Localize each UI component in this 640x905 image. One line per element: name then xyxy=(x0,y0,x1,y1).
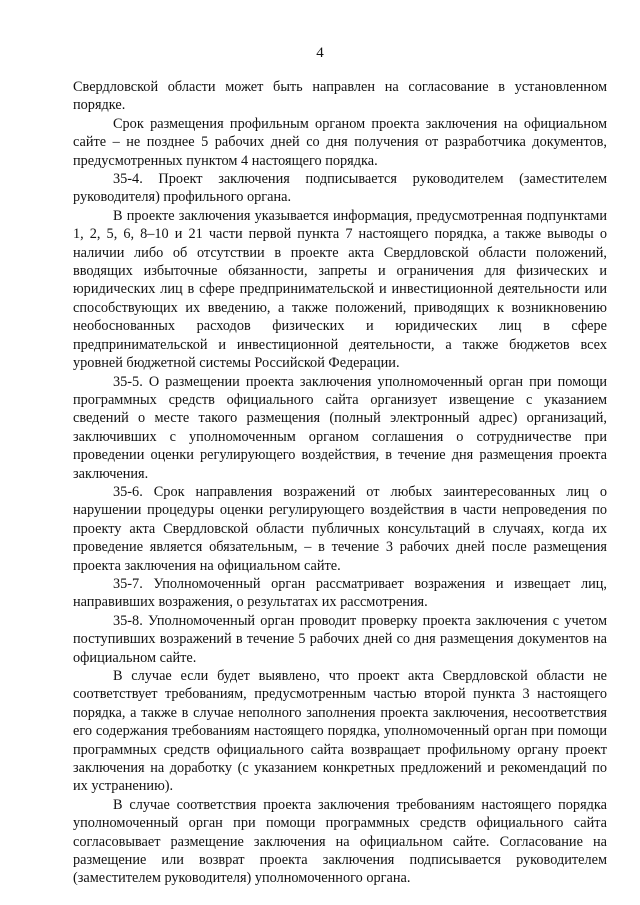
paragraph-conclusion-content: В проекте заключения указывается информация, предусмотренная подпунктами 1, 2, 5, 6, 8–10 и 21 части первой пункта 7 настоящего порядка, а также выводы о наличии либо об отсутствии в проекте акта Свердловской области положений, вводящих избыточные обязанности, запреты и ограничения для физических и юридических лиц в сфере предпринимательской и инвестиционной деятельности или способствующих их введению, а также положений, приводящих к возникновению необоснованных расходов физических и юридических лиц в сфере предпринимательской и инвестиционной деятельности, а также бюджетов всех уровней бюджетной системы Российской Федерации. xyxy=(73,207,607,372)
paragraph-nonconformity: В случае если будет выявлено, что проект акта Свердловской области не соответствует требованиям, предусмотренным частью второй пункта 3 настоящего порядка, а также в случае неполного заполнения проекта заключения, несоответствия его содержания требованиям настоящего порядка, уполномоченный орган при помощи программных средств официального сайта возвращает профильному органу проект заключения на доработку (с указанием конкретных предложений и рекомендаций по их устранению). xyxy=(73,668,607,795)
paragraph-35-5: 35-5. О размещении проекта заключения уполномоченный орган при помощи программных средств официального сайта организует извещение с указанием сведений о месте такого размещения (полный электронный адрес) организаций, заключивших с уполномоченным органом соглашения о сотрудничестве при проведении оценки регулирующего воздействия, в течение дня размещения проекта заключения. xyxy=(73,373,607,482)
paragraph-deadline: Срок размещения профильным органом проекта заключения на официальном сайте – не позднее 5 рабочих дней со дня получения от разработчика документов, предусмотренных пунктом 4 настоящего порядка. xyxy=(73,115,607,169)
paragraph-continuation: Свердловской области может быть направлен на согласование в установленном порядке. xyxy=(73,79,607,114)
page-number: 4 xyxy=(316,45,324,61)
document-body xyxy=(73,78,607,888)
paragraph-35-6: 35-6. Срок направления возражений от любых заинтересованных лиц о нарушении процедуры оценки регулирующего воздействия в части непроведения по проекту акта Свердловской области публичных консультаций в случаях, когда их проведение является обязательным, – в течение 3 рабочих дней после размещения проекта заключения на официальном сайте. xyxy=(73,483,607,574)
paragraph-35-8: 35-8. Уполномоченный орган проводит проверку проекта заключения с учетом поступивших возражений в течение 5 рабочих дней со дня размещения документов на официальном сайте. xyxy=(73,612,607,666)
paragraph-35-7: 35-7. Уполномоченный орган рассматривает возражения и извещает лиц, направивших возражения, о результатах их рассмотрения. xyxy=(73,575,607,611)
paragraph-35-4: 35-4. Проект заключения подписывается руководителем (заместителем руководителя) профильного органа. xyxy=(73,171,607,206)
paragraph-conformity: В случае соответствия проекта заключения требованиям настоящего порядка уполномоченный орган при помощи программных средств официального сайта согласовывает размещение заключения на официальном сайте. Согласование на размещение или возврат проекта заключения подписывается руководителем (заместителем руководителя) уполномоченного органа. xyxy=(73,796,607,887)
